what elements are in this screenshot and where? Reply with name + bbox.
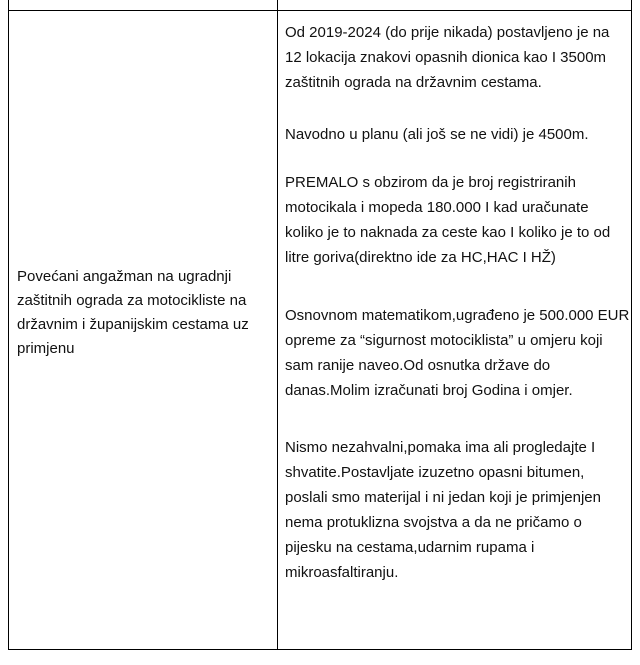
table-row <box>8 0 632 650</box>
response-paragraph: Nismo nezahvalni,pomaka ima ali progledajte I shvatite.Postavljate izuzetno opasni bitumen, poslali smo materijal i ni jedan koji je primjenjen nema protuklizna svojstva a da ne pričamo o pijesku na cestama,udarnim rupama i mikroasfaltiranju. <box>285 439 601 581</box>
response-paragraph: PREMALO s obzirom da je broj registriranih motocikala i mopeda 180.000 I kad uračunate koliko je to naknada za ceste kao I koliko je to od litre goriva(direktno ide za HC,HAC I HŽ) <box>285 174 611 266</box>
response-paragraph: Od 2019-2024 (do prije nikada) postavljeno je na 12 lokacija znakovi opasnih dionica kao I 3500m zaštitnih ograda na državnim cestama. <box>285 24 610 91</box>
proposal-cell: Povećani angažman na ugradnji zaštitnih ograda za motocikliste na državnim i županijskim cestama uz primjenu <box>17 268 249 357</box>
response-paragraph: Osnovnom matematikom,ugrađeno je 500.000 EUR opreme za “sigurnost motociklista” u omjeru koji sam ranije naveo.Od osnutka države do danas.Molim izračunati broj Godina i omjer. <box>285 307 630 399</box>
response-paragraph: Navodno u planu (ali još se ne vidi) je 4500m. <box>285 126 589 143</box>
column-divider <box>277 0 278 650</box>
